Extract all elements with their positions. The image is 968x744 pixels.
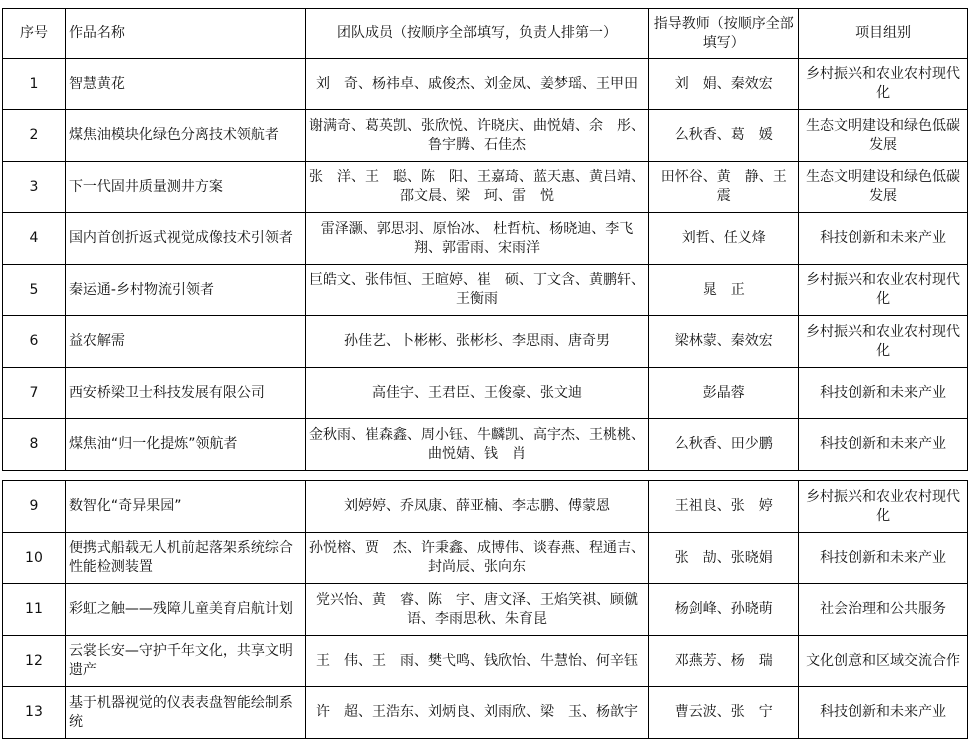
header-name: 作品名称	[65, 9, 305, 59]
row-name: 云裳长安—守护千年文化，共享文明遗产	[65, 636, 305, 687]
row-members: 金秋雨、崔森鑫、周小钰、牛麟凯、高宇杰、王桃桃、曲悦婧、钱 肖	[305, 419, 649, 471]
table-row	[3, 368, 968, 419]
row-members: 党兴怡、黄 睿、陈 宇、唐文泽、王焰笑祺、顾僦语、李雨思秋、朱育昆	[305, 584, 649, 636]
row-name: 煤焦油“归一化提炼”领航者	[65, 419, 305, 471]
row-advisor: 刘哲、任义烽	[649, 213, 799, 265]
row-no: 3	[3, 162, 66, 213]
table-row	[3, 636, 968, 687]
row-no: 9	[3, 481, 66, 533]
row-members: 高佳宇、王君臣、王俊豪、张文迪	[305, 368, 649, 419]
row-advisor: 曹云波、张 宁	[649, 687, 799, 739]
row-advisor: 田怀谷、黄 静、王 震	[649, 162, 799, 213]
row-group: 科技创新和未来产业	[799, 533, 968, 584]
header-group: 项目组别	[799, 9, 968, 59]
row-members: 雷泽灏、郭思羽、原怡冰、 杜哲杭、杨晓迪、李飞翔、郭雷雨、宋雨洋	[305, 213, 649, 265]
row-name: 基于机器视觉的仪表表盘智能绘制系统	[65, 687, 305, 739]
table-row	[3, 162, 968, 213]
table-row	[3, 584, 968, 636]
row-name: 智慧黄花	[65, 59, 305, 110]
table-row	[3, 481, 968, 533]
row-advisor: 么秋香、田少鹏	[649, 419, 799, 471]
row-members: 王 伟、王 雨、樊弋鸣、钱欣怡、牛慧怡、何辛钰	[305, 636, 649, 687]
row-name: 数智化“奇异果园”	[65, 481, 305, 533]
row-members: 刘婷婷、乔凤康、薛亚楠、李志鹏、傅蒙恩	[305, 481, 649, 533]
row-advisor: 张 劼、张晓娟	[649, 533, 799, 584]
row-advisor: 杨剑峰、孙晓萌	[649, 584, 799, 636]
row-no: 7	[3, 368, 66, 419]
row-no: 8	[3, 419, 66, 471]
row-name: 西安桥梁卫士科技发展有限公司	[65, 368, 305, 419]
table-row	[3, 110, 968, 162]
row-group: 乡村振兴和农业农村现代化	[799, 316, 968, 368]
header-advisor: 指导教师（按顺序全部填写）	[649, 9, 799, 59]
row-name: 彩虹之触——残障儿童美育启航计划	[65, 584, 305, 636]
header-no: 序号	[3, 9, 66, 59]
row-group: 社会治理和公共服务	[799, 584, 968, 636]
table-row	[3, 59, 968, 110]
row-name: 秦运通-乡村物流引领者	[65, 265, 305, 316]
row-members: 张 洋、王 聪、陈 阳、王嘉琦、蓝天惠、黄吕靖、邵文晨、梁 珂、雷 悦	[305, 162, 649, 213]
row-advisor: 晁 正	[649, 265, 799, 316]
cropped-title	[0, 0, 968, 8]
row-no: 6	[3, 316, 66, 368]
awards-table-part-2	[2, 480, 968, 739]
row-members: 刘 奇、杨祎卓、戚俊杰、刘金凤、姜梦瑶、王甲田	[305, 59, 649, 110]
row-no: 12	[3, 636, 66, 687]
row-name: 煤焦油模块化绿色分离技术领航者	[65, 110, 305, 162]
row-advisor: 邓燕芳、杨 瑞	[649, 636, 799, 687]
table-row	[3, 213, 968, 265]
row-advisor: 么秋香、葛 媛	[649, 110, 799, 162]
row-group: 生态文明建设和绿色低碳发展	[799, 162, 968, 213]
row-advisor: 彭晶蓉	[649, 368, 799, 419]
row-advisor: 梁林蒙、秦效宏	[649, 316, 799, 368]
row-group: 文化创意和区域交流合作	[799, 636, 968, 687]
row-group: 乡村振兴和农业农村现代化	[799, 59, 968, 110]
row-no: 4	[3, 213, 66, 265]
row-advisor: 刘 娟、秦效宏	[649, 59, 799, 110]
row-no: 2	[3, 110, 66, 162]
row-name: 益农解需	[65, 316, 305, 368]
row-members: 孙悦榕、贾 杰、许秉鑫、成博伟、谈春燕、程通吉、封尚辰、张向东	[305, 533, 649, 584]
row-group: 科技创新和未来产业	[799, 213, 968, 265]
row-members: 许 超、王浩东、刘炳良、刘雨欣、梁 玉、杨歆宇	[305, 687, 649, 739]
row-group: 科技创新和未来产业	[799, 419, 968, 471]
row-no: 10	[3, 533, 66, 584]
header-row	[3, 9, 968, 59]
row-no: 13	[3, 687, 66, 739]
row-members: 巨皓文、张伟恒、王暄婷、崔 硕、丁文含、黄鹏轩、王衡雨	[305, 265, 649, 316]
table-row	[3, 687, 968, 739]
row-no: 1	[3, 59, 66, 110]
row-members: 孙佳艺、卜彬彬、张彬杉、李思雨、唐奇男	[305, 316, 649, 368]
table-row	[3, 265, 968, 316]
row-no: 11	[3, 584, 66, 636]
table-row	[3, 316, 968, 368]
table-row	[3, 533, 968, 584]
awards-table-part-1	[2, 8, 968, 471]
row-no: 5	[3, 265, 66, 316]
row-group: 乡村振兴和农业农村现代化	[799, 265, 968, 316]
row-name: 国内首创折返式视觉成像技术引领者	[65, 213, 305, 265]
row-advisor: 王祖良、张 婷	[649, 481, 799, 533]
row-group: 科技创新和未来产业	[799, 368, 968, 419]
row-members: 谢满奇、葛英凯、张欣悦、许晓庆、曲悦婧、余 彤、鲁宇腾、石佳杰	[305, 110, 649, 162]
header-members: 团队成员（按顺序全部填写，负责人排第一）	[305, 9, 649, 59]
row-group: 乡村振兴和农业农村现代化	[799, 481, 968, 533]
row-group: 科技创新和未来产业	[799, 687, 968, 739]
row-name: 便携式船载无人机前起落架系统综合性能检测装置	[65, 533, 305, 584]
table-row	[3, 419, 968, 471]
row-group: 生态文明建设和绿色低碳发展	[799, 110, 968, 162]
row-name: 下一代固井质量测井方案	[65, 162, 305, 213]
